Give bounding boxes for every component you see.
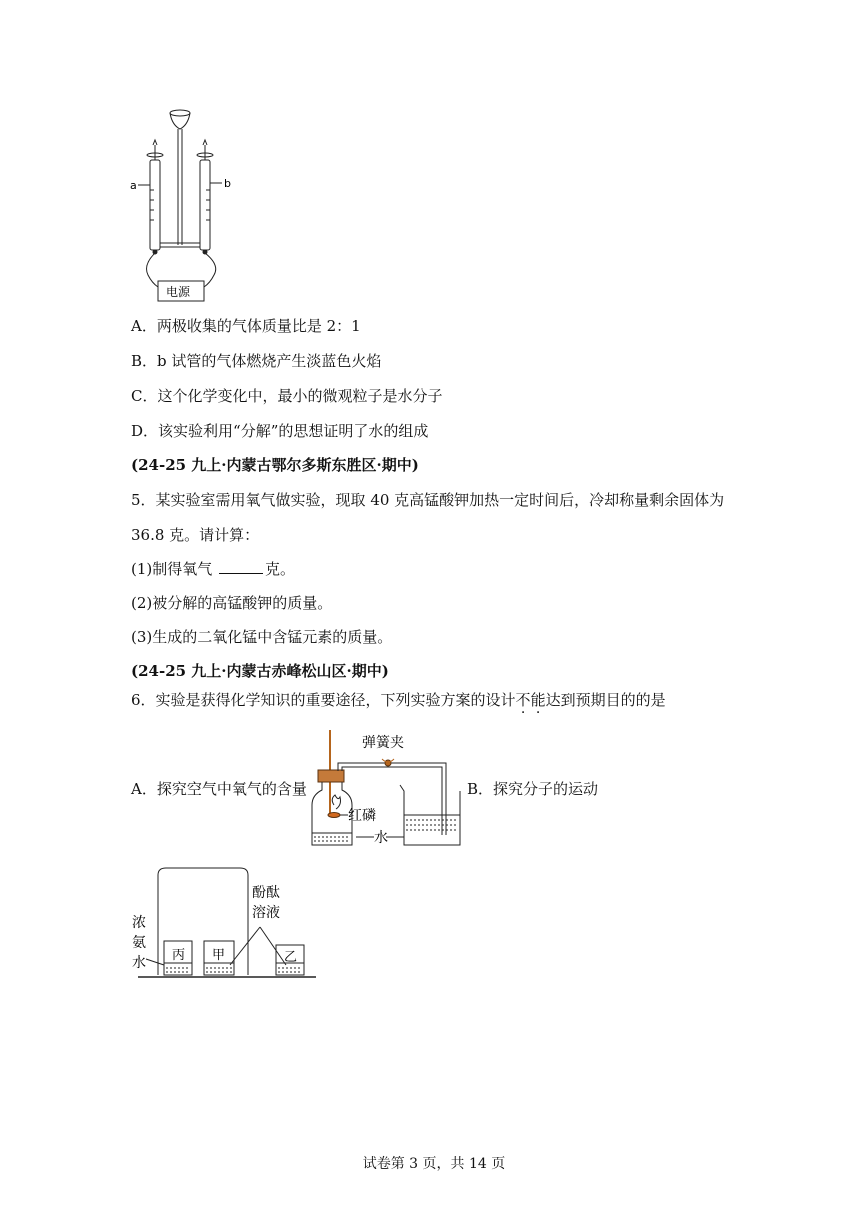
spring-clamp-label: 弹簧夹 (362, 735, 404, 751)
q6-stem-post: 达到预期目的的是 (545, 691, 666, 709)
beaker-yi-label: 乙 (284, 950, 298, 965)
water-label: 水 (374, 830, 388, 846)
q5-source: (24-25 九上·内蒙古鄂尔多斯东胜区·期中) (131, 456, 419, 474)
q6-source: (24-25 九上·内蒙古赤峰松山区·期中) (131, 662, 389, 680)
power-supply-label: 电源 (166, 285, 191, 299)
phenolphthalein-label-2: 溶液 (252, 905, 280, 921)
beaker-jia-label: 甲 (212, 948, 226, 963)
q6-option-b: B．探究分子的运动 (467, 780, 599, 798)
phenolphthalein-label-1: 酚酞 (252, 885, 280, 901)
electrode-a-label: a (130, 179, 137, 192)
q4-option-d: D．该实验利用“分解”的思想证明了水的组成 (131, 422, 429, 440)
q4-option-c: C．这个化学变化中，最小的微观粒子是水分子 (131, 387, 443, 405)
ammonia-label-3: 水 (132, 955, 146, 971)
q5-sub1-unit: 克。 (265, 560, 296, 578)
q6-stem (131, 690, 666, 710)
beaker-bing-label: 丙 (172, 948, 186, 963)
page-footer: 试卷第 3 页，共 14 页 (362, 1156, 506, 1172)
electrode-b-label: b (224, 177, 231, 190)
molecule-motion-figure (128, 865, 318, 985)
electrolysis-figure (128, 105, 238, 305)
q6-stem-emphasis-2: 能 (530, 691, 546, 709)
q5-sub1 (131, 559, 295, 579)
oxygen-content-figure (300, 725, 465, 850)
q5-sub3: (3)生成的二氧化锰中含锰元素的质量。 (131, 628, 393, 646)
q4-option-b: B．b 试管的气体燃烧产生淡蓝色火焰 (131, 352, 382, 370)
q5-sub2: (2)被分解的高锰酸钾的质量。 (131, 594, 333, 612)
red-phosphorus-label: 红磷 (348, 808, 376, 824)
q6-stem-emphasis-1: 不 (515, 691, 531, 709)
q6-stem-pre: 6．实验是获得化学知识的重要途径，下列实验方案的设计 (131, 691, 516, 709)
q5-sub1-text: (1)制得氧气 (131, 560, 213, 578)
q4-option-a: A．两极收集的气体质量比是 2：1 (131, 317, 361, 335)
q6-option-a: A．探究空气中氧气的含量 (131, 780, 307, 798)
q5-stem-line1: 5．某实验室需用氧气做实验，现取 40 克高锰酸钾加热一定时间后，冷却称量剩余固体为 (131, 491, 725, 509)
answer-blank[interactable] (219, 559, 263, 574)
ammonia-label-1: 浓 (132, 915, 146, 931)
ammonia-label-2: 氨 (132, 935, 146, 951)
q5-stem-line2: 36.8 克。请计算： (131, 526, 260, 544)
